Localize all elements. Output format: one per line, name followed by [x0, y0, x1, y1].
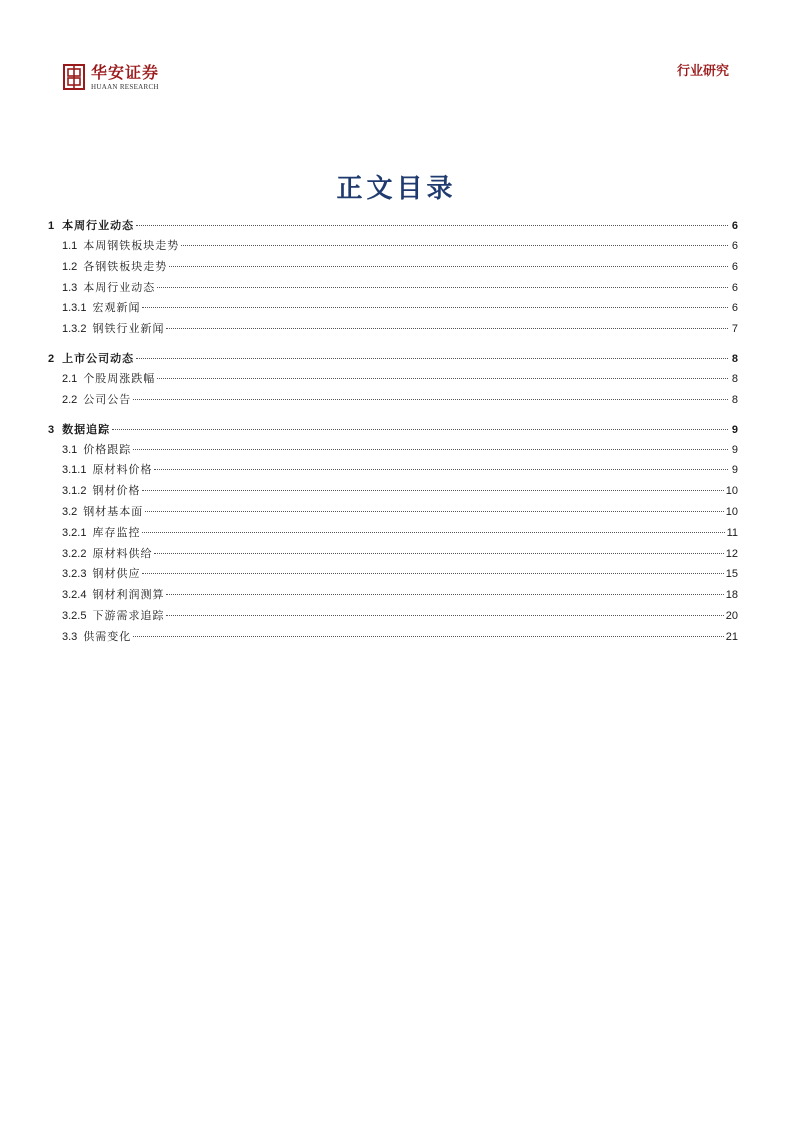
toc-entry[interactable] — [48, 627, 738, 648]
toc-entry[interactable] — [48, 544, 738, 565]
toc-entry-number: 1 — [48, 220, 55, 232]
toc-entry-title: 价格跟踪 — [83, 442, 132, 456]
toc-entry-title: 公司公告 — [83, 392, 132, 406]
toc-entry[interactable] — [48, 298, 738, 319]
toc-leader-dots — [136, 358, 728, 359]
toc-entry-number: 3.2 — [62, 505, 78, 518]
logo-english-name: HUAAN RESEARCH — [91, 83, 159, 91]
toc-entry-number: 3.1.1 — [62, 464, 87, 477]
toc-leader-dots — [145, 511, 723, 512]
toc-entry-page: 8 — [731, 393, 738, 406]
toc-entry-title: 钢材供应 — [92, 567, 141, 581]
toc-entry-title: 个股周涨跌幅 — [83, 371, 156, 385]
table-of-contents — [48, 216, 738, 648]
toc-leader-dots — [166, 594, 723, 595]
toc-entry-title: 原材料供给 — [92, 546, 153, 560]
toc-leader-dots — [166, 615, 723, 616]
toc-entry-number: 3 — [48, 423, 55, 436]
toc-leader-dots — [154, 553, 723, 554]
toc-entry-title: 下游需求追踪 — [92, 608, 165, 622]
toc-leader-dots — [157, 287, 728, 288]
toc-entry-number: 3.3 — [62, 630, 78, 643]
toc-entry-page: 6 — [731, 220, 738, 232]
report-type-label: 行业研究 — [676, 64, 729, 79]
toc-leader-dots — [169, 266, 728, 267]
toc-title: 正文目录 — [336, 174, 457, 204]
toc-entry[interactable] — [48, 369, 738, 390]
toc-entry-title: 数据追踪 — [62, 422, 111, 436]
toc-entry[interactable] — [48, 319, 738, 340]
toc-entry-number: 3.1.2 — [62, 485, 87, 498]
toc-entry-page: 18 — [725, 589, 738, 602]
toc-entry[interactable] — [48, 216, 738, 236]
toc-entry-title: 本周钢铁板块走势 — [83, 239, 180, 252]
toc-entry[interactable] — [48, 523, 738, 544]
toc-leader-dots — [136, 225, 728, 226]
toc-entry[interactable] — [48, 585, 738, 606]
toc-entry-page: 9 — [731, 443, 738, 456]
toc-entry[interactable] — [48, 390, 738, 411]
toc-entry-title: 各钢铁板块走势 — [83, 259, 168, 273]
toc-entry-page: 12 — [725, 547, 738, 560]
toc-leader-dots — [112, 429, 728, 430]
toc-entry-number: 3.2.4 — [62, 589, 87, 602]
toc-entry[interactable] — [48, 460, 738, 481]
toc-entry-title: 钢材价格 — [92, 484, 141, 498]
toc-entry-page: 8 — [731, 372, 738, 385]
toc-entry-number: 3.2.1 — [62, 526, 87, 539]
toc-leader-dots — [133, 636, 723, 637]
toc-entry[interactable] — [48, 236, 738, 257]
toc-leader-dots — [166, 328, 728, 329]
toc-entry-title: 本周行业动态 — [62, 219, 135, 232]
toc-entry-page: 10 — [725, 485, 738, 498]
toc-entry-title: 库存监控 — [92, 525, 141, 539]
toc-entry-title: 宏观新闻 — [92, 301, 141, 315]
toc-entry[interactable] — [48, 564, 738, 585]
toc-entry-title: 钢铁行业新闻 — [92, 322, 165, 336]
toc-entry-title: 本周行业动态 — [83, 280, 156, 294]
toc-entry-title: 上市公司动态 — [62, 351, 135, 365]
toc-entry-title: 原材料价格 — [92, 463, 153, 477]
page-header — [0, 0, 793, 110]
toc-leader-dots — [142, 490, 723, 491]
toc-entry[interactable] — [48, 481, 738, 502]
toc-entry[interactable] — [48, 502, 738, 523]
toc-entry-page: 9 — [731, 464, 738, 477]
toc-entry-number: 1.2 — [62, 260, 78, 273]
toc-entry-page: 6 — [731, 302, 738, 315]
toc-leader-dots — [181, 245, 728, 246]
toc-entry-page: 15 — [725, 568, 738, 581]
toc-entry-page: 11 — [726, 526, 738, 539]
toc-entry-number: 3.2.5 — [62, 609, 87, 622]
toc-entry-number: 3.2.3 — [62, 568, 87, 581]
huaan-logo-icon — [63, 64, 85, 90]
toc-entry-page: 8 — [731, 352, 738, 365]
toc-entry-page: 7 — [731, 323, 738, 336]
toc-entry-title: 钢材基本面 — [83, 504, 144, 518]
toc-entry-number: 3.1 — [62, 443, 78, 456]
toc-entry-title: 供需变化 — [83, 629, 132, 643]
toc-entry-number: 2 — [48, 352, 55, 365]
toc-entry[interactable] — [48, 606, 738, 627]
toc-entry[interactable] — [48, 278, 738, 299]
toc-entry-page: 6 — [731, 240, 738, 252]
toc-entry-title: 钢材利润测算 — [92, 588, 165, 602]
toc-leader-dots — [133, 449, 728, 450]
toc-leader-dots — [142, 307, 728, 308]
toc-entry[interactable] — [48, 440, 738, 461]
toc-entry-number: 1.3 — [62, 281, 78, 294]
toc-leader-dots — [157, 378, 728, 379]
toc-leader-dots — [133, 399, 728, 400]
toc-entry-number: 1.3.2 — [62, 323, 87, 336]
toc-entry[interactable] — [48, 257, 738, 278]
toc-entry-number: 1.3.1 — [62, 302, 87, 315]
toc-entry-number: 2.2 — [62, 393, 78, 406]
toc-leader-dots — [142, 532, 724, 533]
toc-entry-page: 6 — [731, 281, 738, 294]
logo-chinese-name: 华安证券 — [91, 63, 160, 82]
toc-entry[interactable] — [48, 349, 738, 369]
toc-entry-page: 6 — [731, 260, 738, 273]
toc-leader-dots — [142, 573, 723, 574]
toc-entry-page: 10 — [725, 505, 738, 518]
toc-entry[interactable] — [48, 420, 738, 440]
toc-entry-page: 20 — [725, 609, 738, 622]
toc-entry-page: 9 — [731, 423, 738, 436]
toc-entry-number: 2.1 — [62, 372, 78, 385]
company-logo — [63, 64, 159, 91]
toc-leader-dots — [154, 469, 728, 470]
toc-entry-page: 21 — [725, 630, 738, 643]
toc-entry-number: 3.2.2 — [62, 547, 87, 560]
toc-entry-number: 1.1 — [62, 240, 78, 252]
